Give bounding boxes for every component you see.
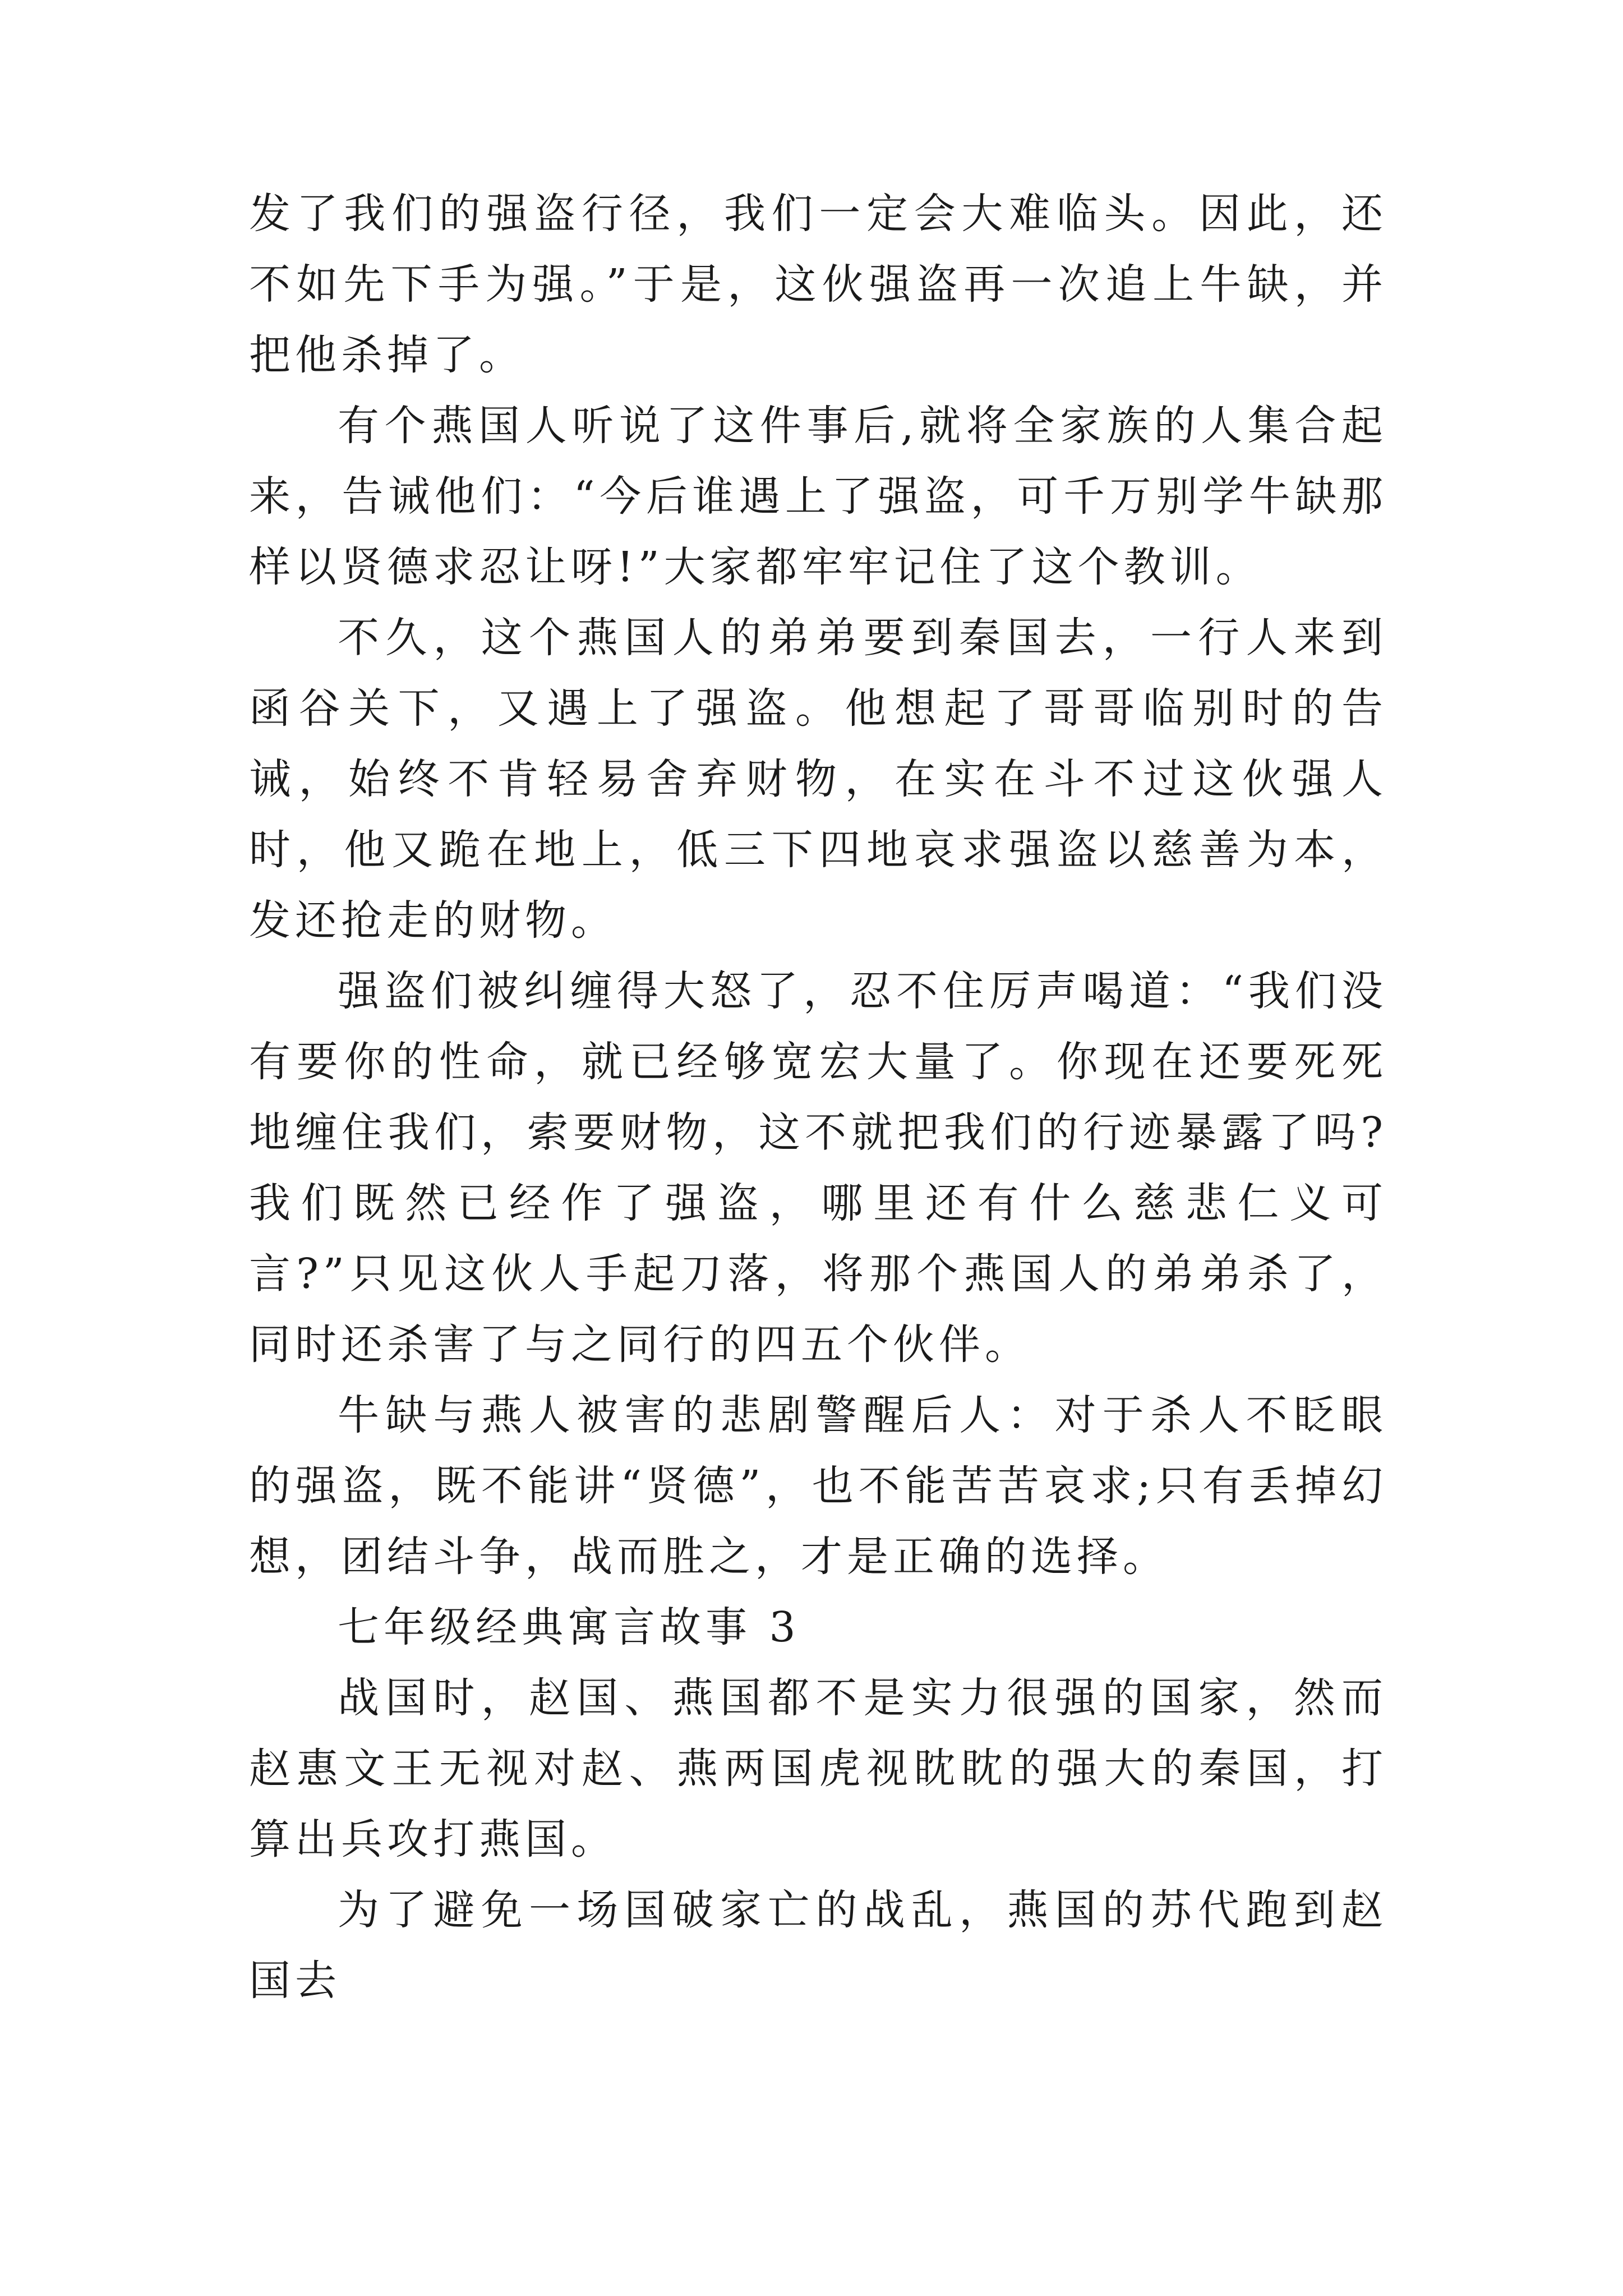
paragraph: 战国时，赵国、燕国都不是实力很强的国家，然而赵惠文王无视对赵、燕两国虎视眈眈的强大的秦国，打算出兵攻打燕国。 bbox=[249, 1674, 1387, 1864]
paragraph: 强盗们被纠缠得大怒了，忍不住厉声喝道：“我们没有要你的性命，就已经够宽宏大量了。你现在还要死死地缠住我们，索要财物，这不就把我们的行迹暴露了吗?我们既然已经作了强盗，哪里还有什么慈悲仁义可言?”只见这伙人手起刀落，将那个燕国人的弟弟杀了，同时还杀害了与之同行的四五个伙伴。 bbox=[249, 967, 1387, 1369]
paragraph: 牛缺与燕人被害的悲剧警醒后人：对于杀人不眨眼的强盗，既不能讲“贤德”，也不能苦苦哀求;只有丢掉幻想，团结斗争，战而胜之，才是正确的选择。 bbox=[249, 1391, 1387, 1581]
paragraph: 有个燕国人听说了这件事后,就将全家族的人集合起来，告诫他们：“今后谁遇上了强盗，可千万别学牛缺那样以贤德求忍让呀!”大家都牢牢记住了这个教训。 bbox=[249, 402, 1387, 591]
paragraph-continued: 发了我们的强盗行径，我们一定会大难临头。因此，还不如先下手为强。”于是，这伙强盗再一次追上牛缺，并把他杀掉了。 bbox=[249, 190, 1387, 379]
paragraph: 为了避免一场国破家亡的战乱，燕国的苏代跑到赵国去 bbox=[249, 1886, 1387, 2005]
document-body bbox=[249, 178, 1387, 2016]
section-title: 七年级经典寓言故事 3 bbox=[338, 1603, 800, 1651]
paragraph: 不久，这个燕国人的弟弟要到秦国去，一行人来到函谷关下，又遇上了强盗。他想起了哥哥临别时的告诫，始终不肯轻易舍弃财物，在实在斗不过这伙强人时，他又跪在地上，低三下四地哀求强盗以慈善为本，发还抢走的财物。 bbox=[249, 614, 1387, 945]
